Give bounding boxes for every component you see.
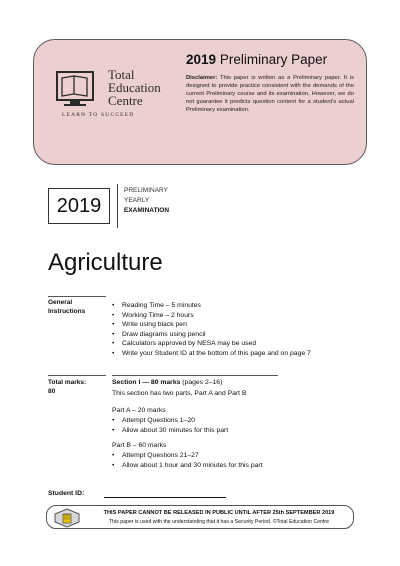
label-line: Instructions [48,308,86,315]
list-item: • Allow about 1 hour and 30 minutes for this part [112,461,263,471]
security-badge-icon [53,508,81,528]
list-item: • Write using black pen [112,320,312,330]
general-instructions-label [48,298,85,316]
logo-tagline: LEARN TO SUCCEED [62,112,135,118]
exam-type-line: PRELIMINARY [124,187,168,194]
divider [117,184,118,228]
list-item: • Working Time – 2 hours [112,311,312,321]
paper-title-text: Preliminary Paper [219,52,328,67]
logo-name-line: Total [108,67,135,82]
list-item: • Write your Student ID at the bottom of this page and on page 7 [112,349,312,359]
section-heading [112,378,222,388]
subject-title: Agriculture [48,249,163,276]
part-b-list [112,451,263,470]
list-item: • Reading Time – 5 minutes [112,301,312,311]
footer-notice [46,505,354,529]
student-id-label: Student ID: [48,490,85,497]
paper-title [186,52,327,67]
section-note: This section has two parts, Part A and Part B [112,390,247,397]
total-marks-label [48,378,86,396]
part-a-title: Part A – 20 marks [112,407,166,414]
student-id-field[interactable] [104,497,226,498]
book-monitor-icon [56,64,108,110]
logo-name-line: Centre [108,93,143,108]
disclaimer [186,74,354,114]
section-pages: (pages 2–16) [182,379,223,386]
label-line: General [48,299,73,306]
section-heading-text: Section I — 80 marks [112,379,181,386]
disclaimer-text: This paper is written as a Preliminary paper. It is designed to provide practice consistent with the demands of the current Preliminary course and its examination. However, we do not guarantee it predicts question content for a student's actual Preliminary examination. [186,75,354,113]
exam-type-line: EXAMINATION [124,207,170,214]
exam-year-box: 2019 [48,188,110,224]
divider [48,375,106,376]
divider [48,296,106,297]
footer-line-1: THIS PAPER CANNOT BE RELEASED IN PUBLIC UNTIL AFTER 25th SEPTEMBER 2019 [103,510,335,516]
total-marks-value: 80 [48,388,56,395]
divider [112,375,278,376]
paper-year: 2019 [186,52,217,67]
exam-type [124,186,169,216]
part-b-title: Part B – 60 marks [112,442,167,449]
exam-type-line: YEARLY [124,197,150,204]
header-box [33,39,367,165]
part-a-list [112,416,228,435]
footer-line-2: This paper is used with the understanding that it has a Security Period. ©Total Education Centre [108,519,330,525]
label-line: Total marks: [48,379,87,386]
list-item: • Calculators approved by NESA may be used [112,339,312,349]
general-instructions-list [112,301,312,359]
list-item: • Attempt Questions 21–27 [112,451,263,461]
list-item: • Attempt Questions 1–20 [112,416,228,426]
logo-name [108,68,188,107]
list-item: • Allow about 30 minutes for this part [112,426,228,436]
logo [56,64,176,144]
disclaimer-label: Disclaimer: [186,75,218,81]
list-item: • Draw diagrams using pencil [112,330,312,340]
logo-name-line: Education [108,80,161,95]
